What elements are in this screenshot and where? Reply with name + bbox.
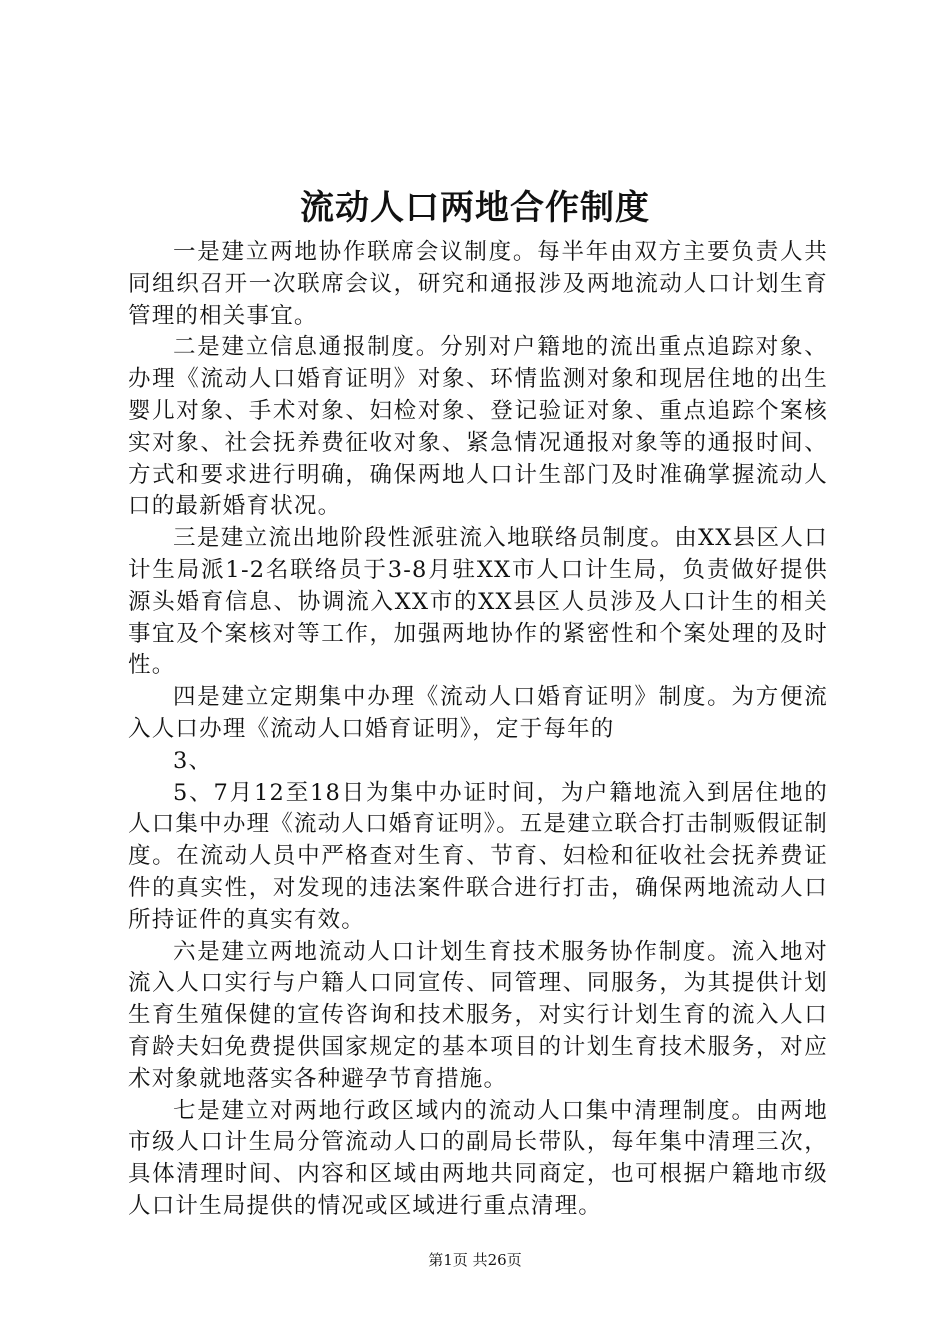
paragraph-8: 七是建立对两地行政区域内的流动人口集中清理制度。由两地市级人口计生局分管流动人口的副局长带队，每年集中清理三次，具体清理时间、内容和区域由两地共同商定，也可根据户籍地市级人口计生局提供的情况或区域进行重点清理。 [128,1097,828,1219]
paragraph-6: 5、7月12至18日为集中办证时间，为户籍地流入到居住地的人口集中办理《流动人口婚育证明》。五是建立联合打击制贩假证制度。在流动人员中严格查对生育、节育、妇检和征收社会抚养费证件的真实性，对发现的违法案件联合进行打击，确保两地流动人口所持证件的真实有效。 [128,779,828,933]
paragraph-3: 三是建立流出地阶段性派驻流入地联络员制度。由XX县区人口计生局派1-2名联络员于3-8月驻XX市人口计生局，负责做好提供源头婚育信息、协调流入XX市的XX县区人员涉及人口计生的相关事宜及个案核对等工作，加强两地协作的紧密性和个案处理的及时性。 [128,525,828,679]
paragraph-4: 四是建立定期集中办理《流动人口婚育证明》制度。为方便流入人口办理《流动人口婚育证明》，定于每年的 [128,684,828,742]
paragraph-2: 二是建立信息通报制度。分别对户籍地的流出重点追踪对象、办理《流动人口婚育证明》对象、环情监测对象和现居住地的出生婴儿对象、手术对象、妇检对象、登记验证对象、重点追踪个案核实对象、社会抚养费征收对象、紧急情况通报对象等的通报时间、方式和要求进行明确，确保两地人口计生部门及时准确掌握流动人口的最新婚育状况。 [128,334,828,520]
document-body [128,237,828,1223]
document-title: 流动人口两地合作制度 [300,188,650,228]
paragraph-1: 一是建立两地协作联席会议制度。每半年由双方主要负责人共同组织召开一次联席会议，研究和通报涉及两地流动人口计划生育管理的相关事宜。 [128,239,828,329]
paragraph-7: 六是建立两地流动人口计划生育技术服务协作制度。流入地对流入人口实行与户籍人口同宣传、同管理、同服务，为其提供计划生育生殖保健的宣传咨询和技术服务，对实行计划生育的流入人口育龄夫妇免费提供国家规定的基本项目的计划生育技术服务，对应术对象就地落实各种避孕节育措施。 [128,938,828,1092]
paragraph-5: 3、 [173,747,213,774]
page-number-footer: 第1页 共26页 [428,1251,522,1269]
